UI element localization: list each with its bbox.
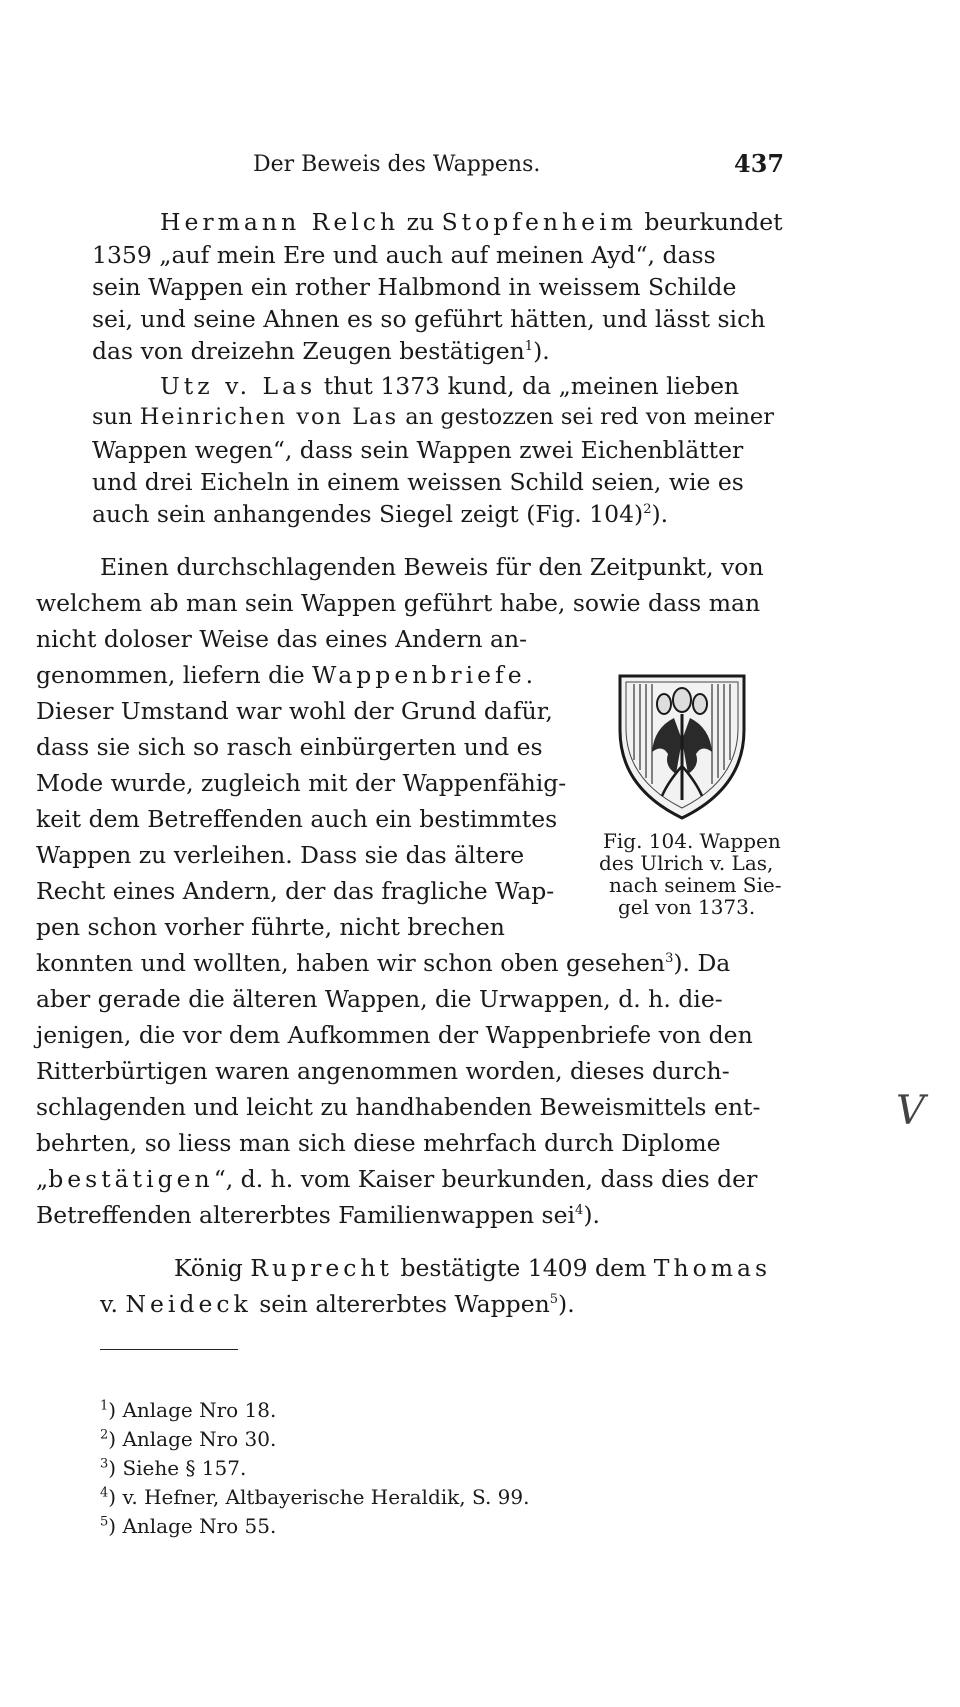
para2-line-5: auch sein anhangendes Siegel zeigt (Fig. 104)$^2$). [92,500,669,528]
figure-caption-line-3: nach seinem Sie- [609,873,782,897]
para3-line-4: genommen, liefern die Wappenbriefe. [36,661,534,689]
para2-line-2: sun Heinrichen von Las an gestozzen sei red von meiner [92,404,775,430]
para3-line-3: nicht doloser Weise das eines Andern an- [36,625,528,653]
para3-line-9: Wappen zu verleihen. Dass sie das ältere [36,841,525,869]
para3-line-2: welchem ab man sein Wappen geführt habe, sowie dass man [36,589,761,617]
running-title: Der Beweis des Wappens. [253,152,541,177]
para3-line-7: Mode wurde, zugleich mit der Wappenfähig- [36,769,567,797]
para3-line-11: pen schon vorher führte, nicht brechen [36,913,505,941]
para3-line-17: behrten, so liess man sich diese mehrfach durch Diplome [36,1129,721,1157]
para1-line-5: das von dreizehn Zeugen bestätigen$^1$). [92,337,550,365]
coat-of-arms-image [612,670,752,822]
para1-line-3: sein Wappen ein rother Halbmond in weissem Schilde [92,273,737,301]
footnote-3: $^3$) Siehe § 157. [100,1456,247,1480]
page-number: 437 [734,149,785,178]
para3-line-15: Ritterbürtigen waren angenommen worden, dieses durch- [36,1057,730,1085]
para3-line-12: konnten und wollten, haben wir schon oben gesehen$^3$). Da [36,949,731,977]
para2-line-4: und drei Eicheln in einem weissen Schild seien, wie es [92,468,744,496]
para3-line-19: Betreffenden altererbtes Familienwappen sei$^4$). [36,1201,600,1229]
para1-line-2: 1359 „auf mein Ere und auch auf meinen Ayd“, dass [92,241,716,269]
para2-line-3: Wappen wegen“, dass sein Wappen zwei Eichenblätter [92,436,744,464]
para2-line-1: Utz v. Las thut 1373 kund, da „meinen lieben [160,372,740,400]
para1-line-4: sei, und seine Ahnen es so geführt hätten, und lässt sich [92,305,766,333]
footnote-divider [100,1349,238,1350]
coat-of-arms-figure [612,670,752,822]
footnote-1: $^1$) Anlage Nro 18. [100,1398,277,1422]
figure-caption-line-4: gel von 1373. [618,895,756,919]
para4-line-2: v. Neideck sein altererbtes Wappen$^5$). [100,1290,575,1318]
para3-line-5: Dieser Umstand war wohl der Grund dafür, [36,697,553,725]
para3-line-10: Recht eines Andern, der das fragliche Wap- [36,877,555,905]
figure-caption-line-1: Fig. 104. Wappen [603,829,781,853]
para3-line-1: Einen durchschlagenden Beweis für den Zeitpunkt, von [100,553,764,581]
para4-line-1: König Ruprecht bestätigte 1409 dem Thomas [174,1254,772,1282]
para1-line-1: Hermann Relch zu Stopfenheim beurkundet [160,208,783,236]
footnote-2: $^2$) Anlage Nro 30. [100,1427,277,1451]
figure-caption-line-2: des Ulrich v. Las, [599,851,774,875]
para3-line-8: keit dem Betreffenden auch ein bestimmtes [36,805,558,833]
margin-handwritten-mark: V [896,1088,925,1134]
para3-line-13: aber gerade die älteren Wappen, die Urwappen, d. h. die- [36,985,723,1013]
para3-line-18: „bestätigen“, d. h. vom Kaiser beurkunden, dass dies der [36,1165,758,1193]
para3-line-6: dass sie sich so rasch einbürgerten und es [36,733,543,761]
footnote-5: $^5$) Anlage Nro 55. [100,1514,277,1538]
footnote-4: $^4$) v. Hefner, Altbayerische Heraldik, S. 99. [100,1485,530,1509]
para3-line-16: schlagenden und leicht zu handhabenden Beweismittels ent- [36,1093,761,1121]
para3-line-14: jenigen, die vor dem Aufkommen der Wappenbriefe von den [36,1021,753,1049]
